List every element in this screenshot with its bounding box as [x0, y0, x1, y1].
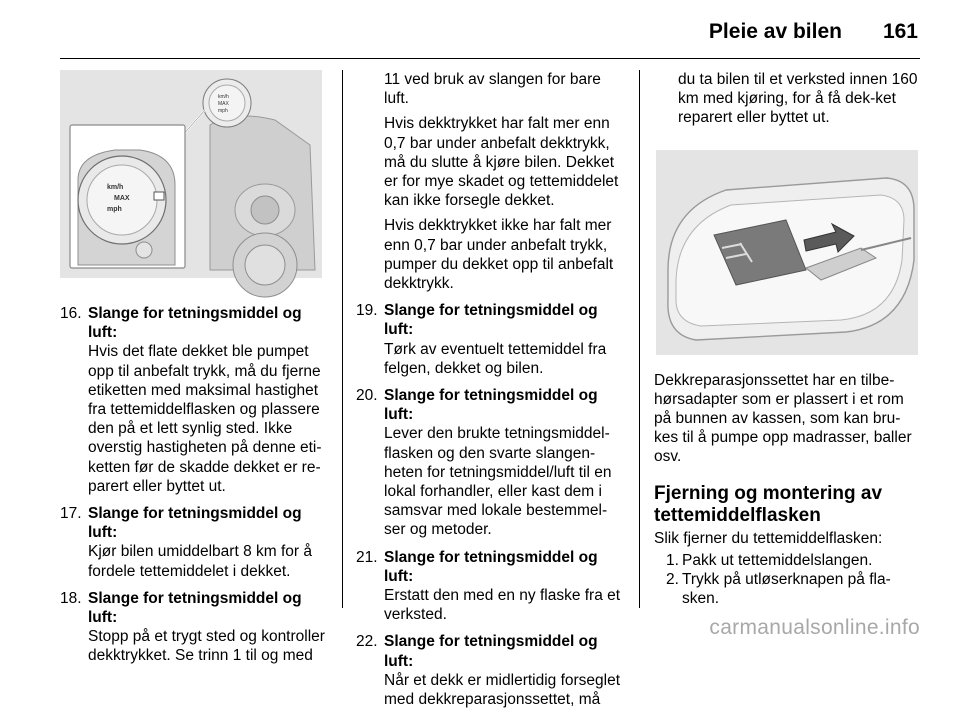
step-20 [356, 386, 624, 540]
column-2 [356, 70, 624, 717]
step-body: Stopp på et trygt sted og kontroller dekktrykket. Se trinn 1 til og med [88, 628, 325, 665]
step-number: 22. [356, 633, 378, 651]
step-18-continuation [356, 70, 624, 293]
header-rule [60, 58, 920, 59]
page-header [0, 0, 960, 62]
column-3 [654, 70, 922, 608]
removal-step-1 [654, 551, 922, 570]
small-dial-text-max: MAX [218, 101, 229, 107]
step-body: Når et dekk er midlertidig forseglet med dekkreparasjonssettet, må [384, 671, 621, 709]
column-divider-1 [342, 70, 343, 608]
step-17 [60, 504, 328, 581]
small-dial-text-kmh: km/h [218, 94, 229, 100]
adapter-paragraph: Dekkreparasjonssettet har en tilbe-hørsadapter som er plassert i et rom på bunnen av kassen, som kan bru-kes til å pumpe opp madrasser, baller osv. [654, 371, 912, 466]
repair-steps-list-a [60, 304, 328, 666]
compressor-speed-label-figure [60, 70, 322, 278]
removal-steps-list [654, 551, 922, 609]
step-16 [60, 304, 328, 496]
small-dial-text-mph: mph [218, 108, 228, 114]
step-body: Tørk av eventuelt tettemiddel fra felgen, dekket og bilen. [384, 340, 607, 377]
section-intro: Slik fjerner du tettemiddelflasken: [654, 529, 883, 547]
step-19 [356, 301, 624, 378]
continuation-paragraph: 11 ved bruk av slangen for bare luft. [384, 71, 601, 108]
step-body: Hvis det flate dekket ble pumpet opp til anbefalt trykk, må du fjerne etiketten med maksimal hastighet fra tettemiddelflasken og plassere den på et lett synlig sted. Ikke overstig hastigheten på denne eti-ketten før de skadde dekket er re-parert eller byttet ut. [88, 343, 322, 495]
step-heading: Slange for tetningsmiddel og luft: [384, 548, 598, 585]
continuation-paragraph: Hvis dekktrykket har falt mer enn 0,7 bar under anbefalt dekktrykk, må du slutte å kjøre bilen. Dekket er for mye skadet og tettemiddelet kan ikke forsegle dekket. [384, 115, 619, 210]
removal-step-number: 1. [666, 551, 679, 569]
page-number: 161 [882, 20, 918, 43]
repair-steps-list-b [356, 301, 624, 709]
removal-step-text: Pakk ut tettemiddelslangen. [682, 551, 873, 569]
column-1 [60, 70, 328, 674]
step-22 [356, 632, 624, 709]
removal-step-2 [654, 570, 922, 608]
step-heading: Slange for tetningsmiddel og luft: [88, 505, 302, 542]
step-number: 21. [356, 548, 378, 566]
sealant-bottle-figure [656, 150, 918, 355]
section-heading: Fjerning og montering av tettemiddelflasken [654, 482, 883, 526]
step-number: 16. [60, 305, 82, 322]
step-heading: Slange for tetningsmiddel og luft: [88, 589, 302, 627]
removal-step-text: Trykk på utløserknapen på fla-sken. [682, 571, 891, 608]
step-body: Lever den brukte tetningsmiddel-flasken og den svarte slangen-heten for tetningsmiddel/luft til en lokal forhandler, eller kast dem i samsvar med lokale bestemmel-ser og metoder. [384, 425, 612, 539]
step-heading: Slange for tetningsmiddel og luft: [88, 305, 302, 342]
step-18 [60, 589, 328, 666]
dial-text-kmh: km/h [107, 184, 124, 191]
step-number: 20. [356, 387, 378, 405]
page-title: Pleie av bilen [708, 20, 842, 43]
step-heading: Slange for tetningsmiddel og luft: [384, 633, 598, 670]
removal-step-number: 2. [666, 571, 679, 589]
dial-text-mph: mph [107, 206, 122, 213]
step-number: 17. [60, 505, 82, 523]
watermark: carmanualsonline.info [709, 616, 920, 639]
step-number: 18. [60, 589, 82, 607]
step-21 [356, 548, 624, 625]
sealant-bottle-illustration [656, 150, 918, 355]
compressor-illustration [60, 70, 322, 278]
step-heading: Slange for tetningsmiddel og luft: [384, 387, 598, 424]
step-22-continuation: du ta bilen til et verksted innen 160 km med kjøring, for å få dek-ket reparert eller byttet ut. [678, 71, 918, 127]
step-heading: Slange for tetningsmiddel og luft: [384, 302, 598, 339]
continuation-paragraph: Hvis dekktrykket ikke har falt mer enn 0,7 bar under anbefalt trykk, pumper du dekket opp til anbefalt dekktrykk. [384, 217, 614, 293]
step-body: Erstatt den med en ny flaske fra et verksted. [384, 587, 621, 624]
step-body: Kjør bilen umiddelbart 8 km for å fordele tettemiddelet i dekket. [88, 543, 312, 580]
dial-text-max: MAX [114, 195, 130, 202]
step-number: 19. [356, 302, 378, 320]
column-divider-2 [639, 70, 640, 608]
